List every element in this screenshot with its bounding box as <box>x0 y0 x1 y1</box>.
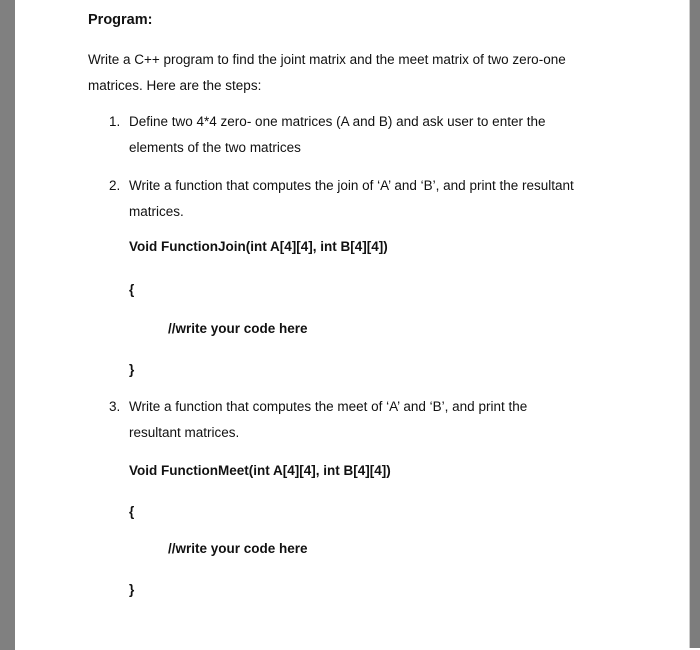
step-number: 1. <box>109 114 121 129</box>
step-number: 3. <box>109 399 121 414</box>
open-brace: { <box>129 504 135 519</box>
close-brace: } <box>129 362 135 377</box>
step-text: resultant matrices. <box>129 425 240 440</box>
step-text: elements of the two matrices <box>129 140 301 155</box>
step-text: Write a function that computes the meet of ‘A’ and ‘B’, and print the <box>129 399 528 414</box>
intro-line: matrices. Here are the steps: <box>88 78 262 93</box>
right-scrollbar[interactable] <box>689 0 700 648</box>
function-signature: Void FunctionJoin(int A[4][4], int B[4][4]) <box>129 239 388 254</box>
heading: Program: <box>88 12 153 28</box>
step-text: Define two 4*4 zero- one matrices (A and B) and ask user to enter the <box>129 114 546 129</box>
intro-line: Write a C++ program to find the joint matrix and the meet matrix of two zero-one <box>88 52 566 67</box>
function-signature: Void FunctionMeet(int A[4][4], int B[4][4]) <box>129 463 391 478</box>
step-text: matrices. <box>129 204 184 219</box>
step-text: Write a function that computes the join of ‘A’ and ‘B’, and print the resultant <box>129 178 574 193</box>
close-brace: } <box>129 582 135 597</box>
code-comment: //write your code here <box>168 541 308 556</box>
open-brace: { <box>129 282 135 297</box>
step-number: 2. <box>109 178 121 193</box>
left-margin-bar <box>0 0 15 650</box>
code-comment: //write your code here <box>168 321 308 336</box>
